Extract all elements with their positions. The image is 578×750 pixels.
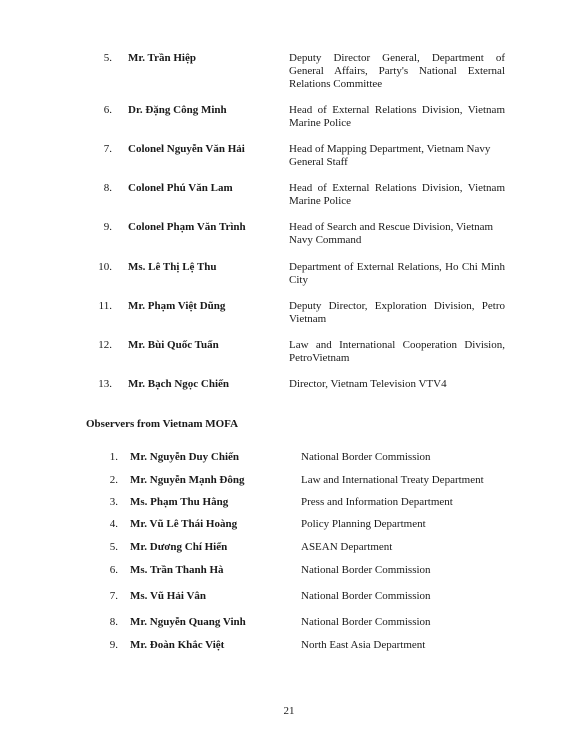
delegate-number: 5. [103,52,112,64]
delegate-number: 12. [98,339,112,351]
observer-number: 8. [109,616,118,628]
delegate-name: Mr. Trần Hiệp [128,52,196,64]
observer-number: 6. [109,564,118,576]
observer-department: National Border Commission [301,590,431,602]
delegate-name: Mr. Bạch Ngọc Chiến [128,378,230,390]
observer-department: National Border Commission [301,564,431,576]
observer-name: Mr. Nguyễn Duy Chiến [130,451,239,463]
observer-name: Mr. Dương Chí Hiển [130,541,228,553]
delegate-role: Head of Mapping Department, Vietnam Navy General Staff [289,143,491,168]
delegate-role: Law and International Cooperation Division, PetroVietnam [289,339,505,364]
observer-number: 7. [109,590,118,602]
observer-department: National Border Commission [301,451,431,463]
delegate-number: 10. [98,261,112,273]
observer-number: 1. [109,451,118,463]
delegate-name: Mr. Bùi Quốc Tuấn [128,339,219,351]
observer-number: 5. [109,541,118,553]
observer-department: ASEAN Department [301,541,393,553]
delegate-name: Colonel Phạm Văn Trình [128,221,246,233]
delegate-name: Dr. Đặng Công Minh [128,104,227,116]
delegate-role: Head of Search and Rescue Division, Vietnam Navy Command [289,221,494,246]
delegate-number: 9. [103,221,112,233]
observer-name: Ms. Vũ Hải Vân [130,590,207,602]
delegate-name: Colonel Nguyễn Văn Hải [128,143,245,155]
observer-department: Policy Planning Department [301,518,426,530]
page-number: 21 [283,705,295,717]
delegate-number: 7. [103,143,112,155]
observer-number: 3. [109,496,118,508]
delegate-name: Mr. Phạm Việt Dũng [128,300,226,312]
observer-department: National Border Commission [301,616,431,628]
observer-name: Mr. Vũ Lê Thái Hoàng [130,518,238,530]
observer-number: 4. [109,518,118,530]
delegate-role: Department of External Relations, Ho Chi Minh City [289,261,505,286]
observer-number: 9. [109,639,118,651]
observer-department: Law and International Treaty Department [301,474,484,486]
observer-name: Mr. Nguyễn Mạnh Đông [130,474,245,486]
observer-number: 2. [109,474,118,486]
delegate-role: Deputy Director, Exploration Division, Petro Vietnam [289,300,505,325]
observers-heading: Observers from Vietnam MOFA [86,418,239,430]
observer-department: North East Asia Department [301,639,426,651]
observer-name: Ms. Trần Thanh Hà [130,564,224,576]
observer-name: Ms. Phạm Thu Hằng [130,496,229,508]
observer-name: Mr. Đoàn Khắc Việt [130,639,225,651]
delegate-number: 8. [103,182,112,194]
delegate-name: Colonel Phú Văn Lam [128,182,233,194]
delegate-name: Ms. Lê Thị Lệ Thu [128,261,217,273]
delegate-role: Deputy Director General, Department of General Affairs, Party's National External Relations Committee [289,52,505,90]
observer-department: Press and Information Department [301,496,453,508]
delegate-role: Head of External Relations Division, Vietnam Marine Police [289,104,505,129]
delegate-role: Director, Vietnam Television VTV4 [289,378,447,390]
delegate-role: Head of External Relations Division, Vietnam Marine Police [289,182,505,207]
delegate-number: 6. [103,104,112,116]
delegate-number: 11. [98,300,112,312]
observer-name: Mr. Nguyễn Quang Vinh [130,616,246,628]
delegate-number: 13. [98,378,112,390]
